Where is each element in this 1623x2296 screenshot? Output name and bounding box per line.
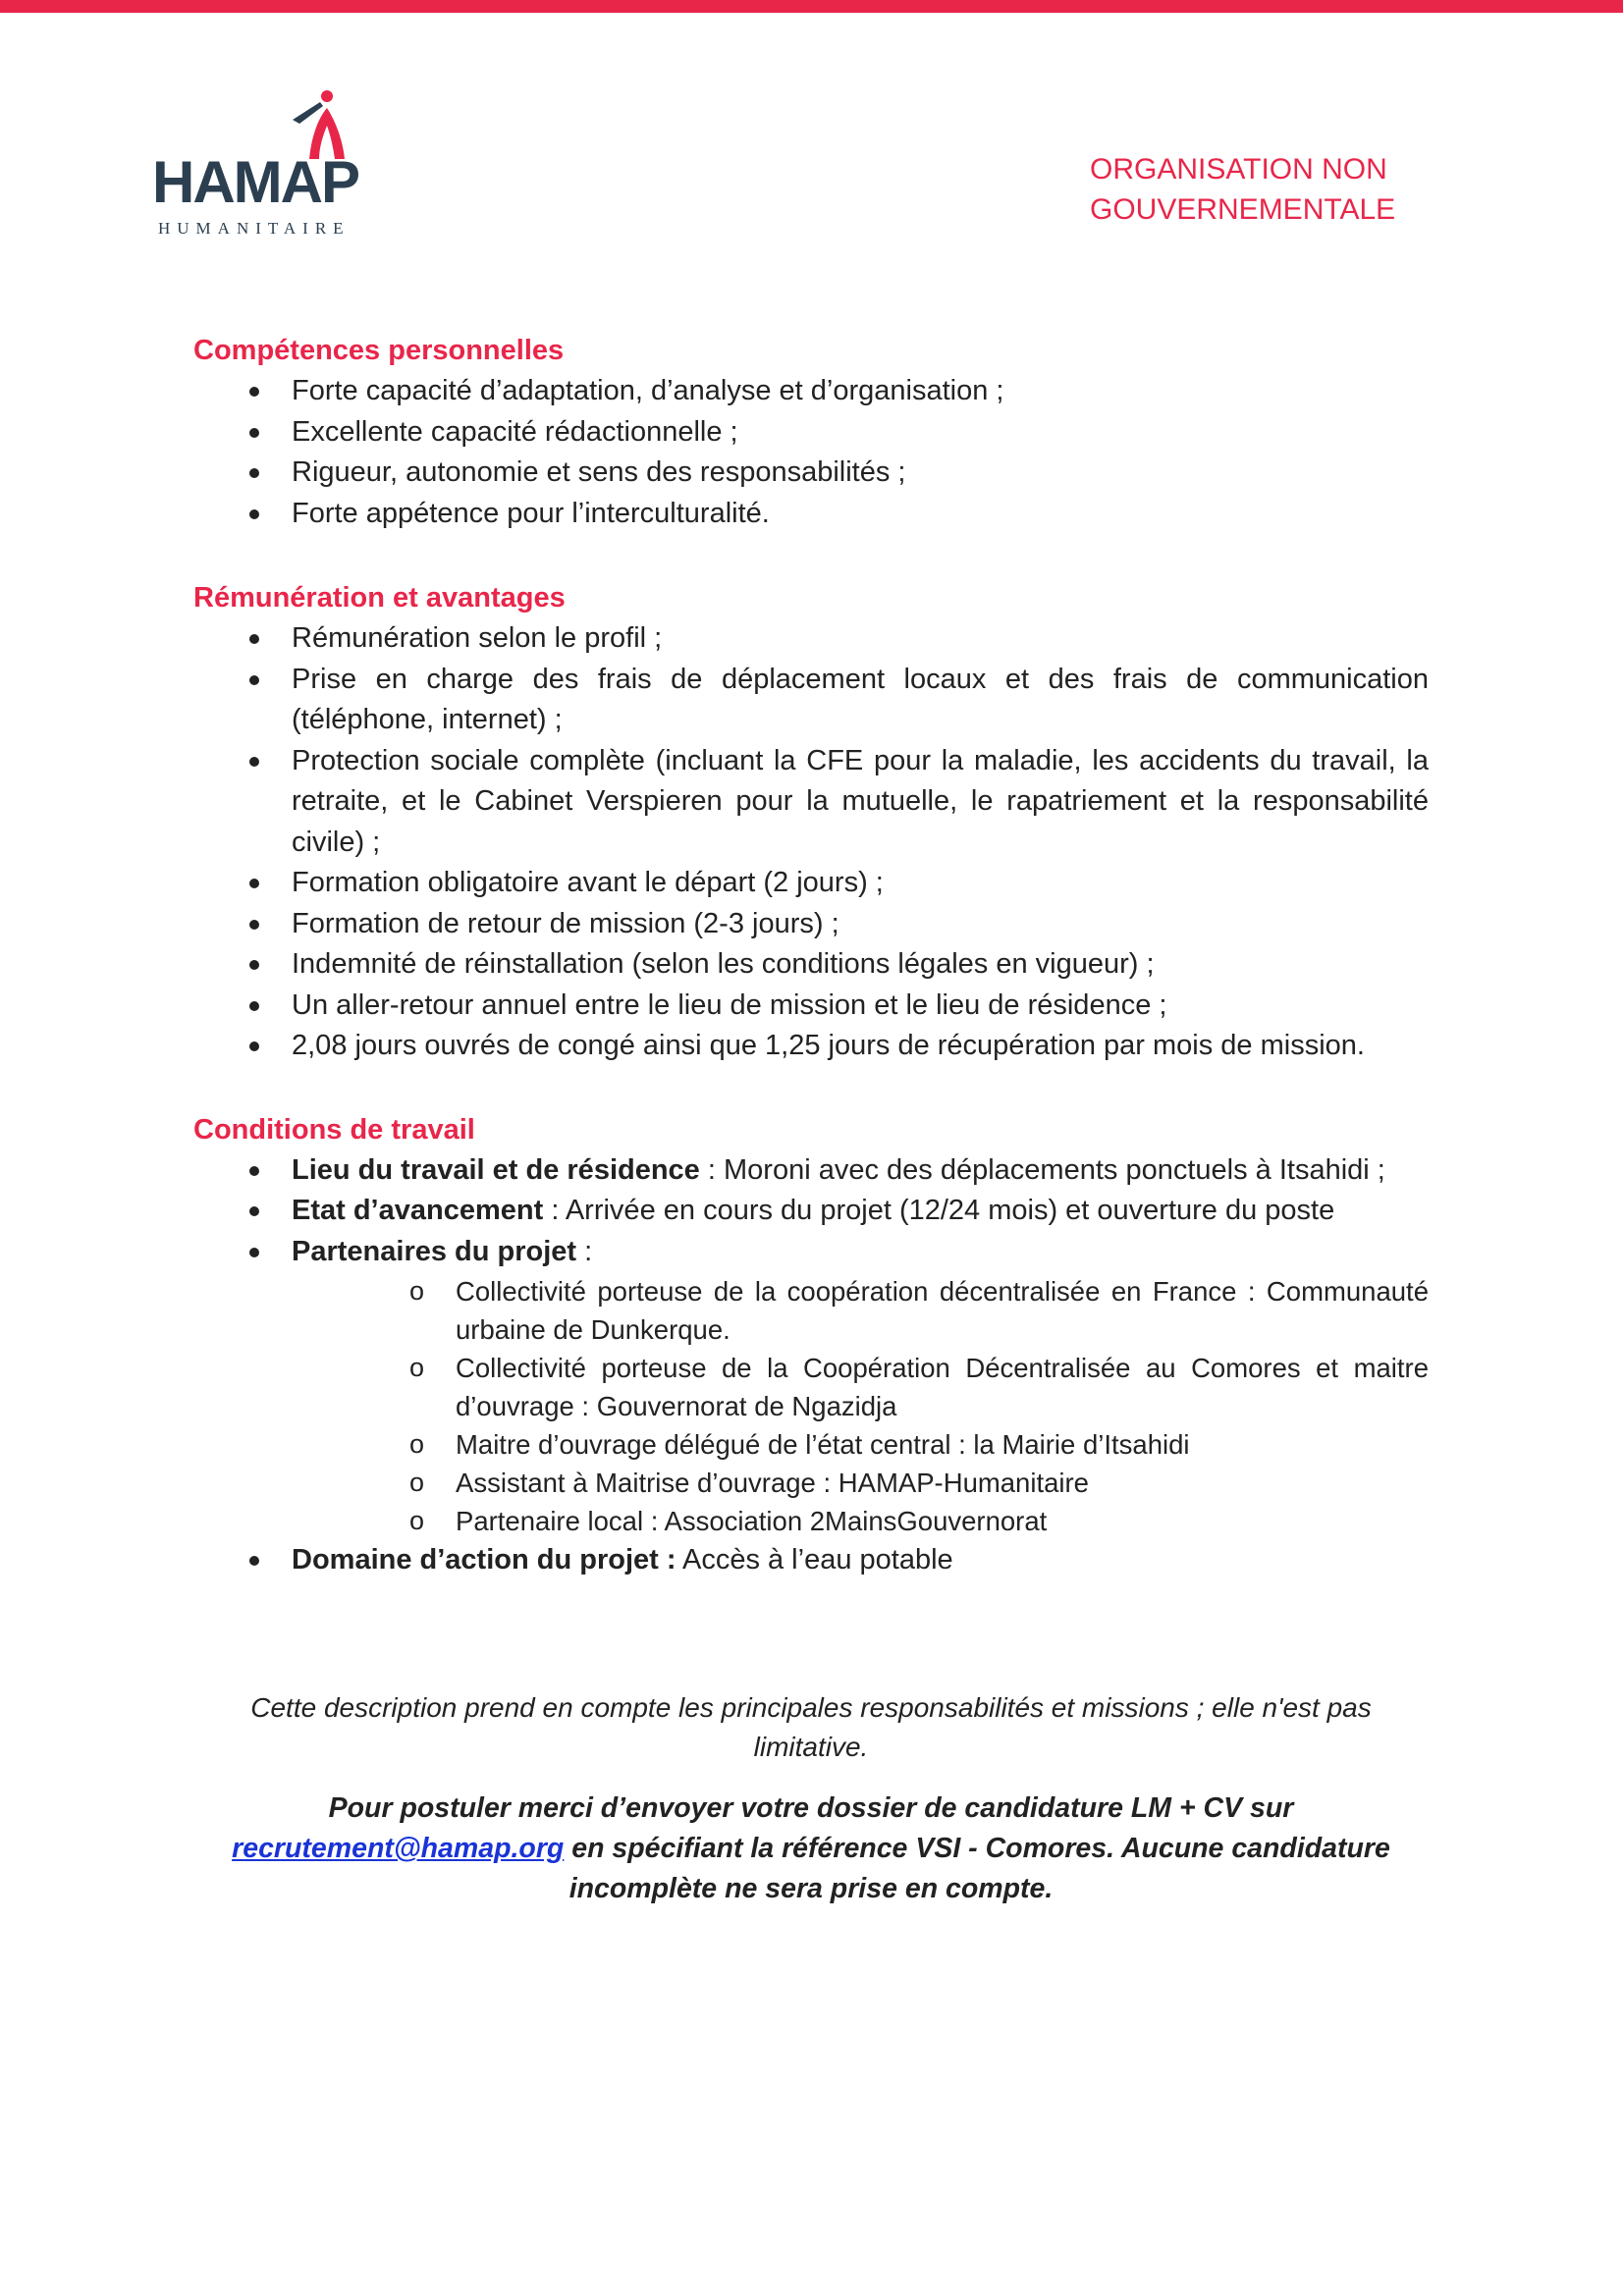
section-title-competences: Compétences personnelles xyxy=(193,335,565,366)
section-title-conditions: Conditions de travail xyxy=(193,1113,475,1146)
circle-outline-icon: o xyxy=(409,1506,425,1535)
partner-text: Maitre d’ouvrage délégué de l’état central : la Mairie d’Itsahidi xyxy=(456,1429,1190,1460)
partner-item xyxy=(292,1502,1429,1540)
condition-lieu-text: : Moroni avec des déplacements ponctuels à Itsahidi ; xyxy=(699,1153,1385,1186)
condition-lieu-label: Lieu du travail et de résidence xyxy=(292,1153,700,1186)
org-type-line-1: ORGANISATION NON xyxy=(1090,153,1387,186)
list-item: Un aller-retour annuel entre le lieu de mission et le lieu de résidence ; xyxy=(193,986,1429,1027)
list-item: Protection sociale complète (incluant la CFE pour la maladie, les accidents du travail, la retraite, et le Cabinet Verspieren pour la mutuelle, le rapatriement et la responsabilité civile) ; xyxy=(193,741,1429,864)
apply-text-after: en spécifiant la référence VSI - Comores. Aucune candidature incomplète ne sera prise en compte. xyxy=(564,1833,1390,1904)
list-item: Prise en charge des frais de déplacement locaux et des frais de communication (téléphone, internet) ; xyxy=(193,660,1429,741)
condition-etat-label: Etat d’avancement xyxy=(292,1195,544,1226)
competences-list xyxy=(193,371,1429,534)
apply-text-before: Pour postuler merci d’envoyer votre dossier de candidature LM + CV sur xyxy=(328,1792,1294,1824)
condition-etat-text: : Arrivée en cours du projet (12/24 mois) et ouverture du poste xyxy=(543,1195,1335,1226)
logo-wordmark: HAMAP xyxy=(152,149,358,215)
list-item: Rigueur, autonomie et sens des responsabilités ; xyxy=(193,453,1429,494)
circle-outline-icon: o xyxy=(409,1276,425,1306)
org-type-line-2: GOUVERNEMENTALE xyxy=(1090,193,1396,226)
document-body xyxy=(193,330,1429,1581)
application-instructions xyxy=(193,1789,1429,1909)
condition-partenaires xyxy=(193,1232,1429,1541)
organisation-type xyxy=(1090,149,1502,230)
partner-text: Partenaire local : Association 2MainsGouvernorat xyxy=(456,1506,1048,1536)
condition-domaine xyxy=(193,1540,1429,1581)
condition-partenaires-label: Partenaires du projet xyxy=(292,1235,577,1267)
list-item: Indemnité de réinstallation (selon les conditions légales en vigueur) ; xyxy=(193,944,1429,986)
logo-subtitle: HUMANITAIRE xyxy=(158,219,351,238)
list-item: Forte capacité d’adaptation, d’analyse et d’organisation ; xyxy=(193,371,1429,412)
disclaimer-text: Cette description prend en compte les principales responsabilités et missions ; elle n'est pas limitative. xyxy=(250,1692,1372,1762)
partenaires-list xyxy=(292,1272,1429,1540)
circle-outline-icon: o xyxy=(409,1353,425,1382)
list-item: 2,08 jours ouvrés de congé ainsi que 1,25 jours de récupération par mois de mission. xyxy=(193,1026,1429,1067)
section-title-remuneration: Rémunération et avantages xyxy=(193,582,566,614)
partner-item xyxy=(292,1425,1429,1464)
partner-text: Assistant à Maitrise d’ouvrage : HAMAP-Humanitaire xyxy=(456,1468,1089,1498)
partner-text: Collectivité porteuse de la Coopération Décentralisée au Comores et maitre d’ouvrage : Gouvernorat de Ngazidja xyxy=(456,1353,1429,1421)
list-item: Excellente capacité rédactionnelle ; xyxy=(193,412,1429,454)
partner-item xyxy=(292,1464,1429,1502)
conditions-list xyxy=(193,1150,1429,1581)
list-item: Formation de retour de mission (2-3 jours) ; xyxy=(193,904,1429,945)
top-accent-bar xyxy=(0,0,1623,13)
section-spacer xyxy=(193,534,1429,577)
circle-outline-icon: o xyxy=(409,1468,425,1497)
partner-text: Collectivité porteuse de la coopération décentralisée en France : Communauté urbaine de Dunkerque. xyxy=(456,1276,1429,1345)
partner-item xyxy=(292,1272,1429,1349)
hamap-logo xyxy=(152,84,368,241)
list-item: Formation obligatoire avant le départ (2 jours) ; xyxy=(193,863,1429,904)
list-item: Forte appétence pour l’interculturalité. xyxy=(193,494,1429,535)
section-spacer xyxy=(193,1067,1429,1109)
circle-outline-icon: o xyxy=(409,1429,425,1459)
condition-lieu xyxy=(193,1150,1429,1192)
condition-etat xyxy=(193,1191,1429,1232)
recruitment-email-link[interactable]: recrutement@hamap.org xyxy=(232,1833,565,1864)
list-item: Rémunération selon le profil ; xyxy=(193,618,1429,660)
condition-domaine-label: Domaine d’action du projet : xyxy=(292,1544,676,1575)
remuneration-list xyxy=(193,618,1429,1067)
condition-domaine-text: Accès à l’eau potable xyxy=(676,1544,953,1575)
closing-block xyxy=(193,1688,1429,1909)
partner-item xyxy=(292,1349,1429,1425)
condition-partenaires-text: : xyxy=(576,1235,593,1267)
